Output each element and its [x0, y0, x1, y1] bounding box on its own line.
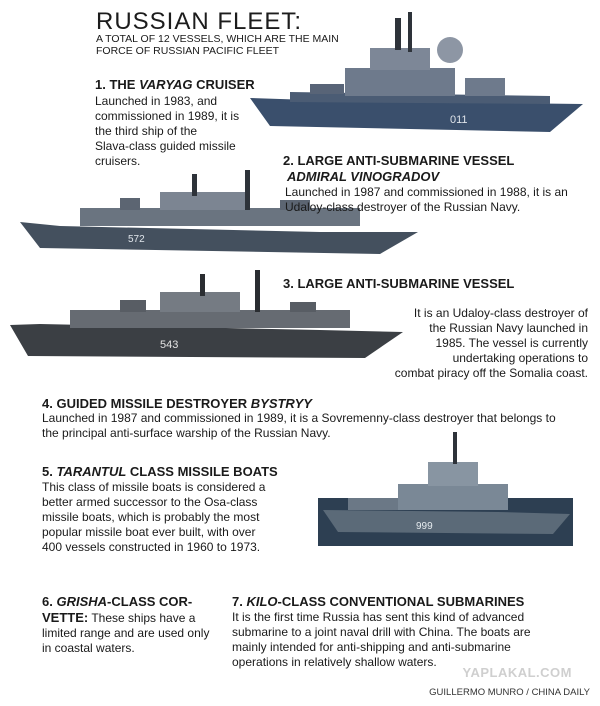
tarantul-missile-boat-image [318, 428, 573, 546]
item-3-body [395, 306, 588, 381]
body-line: submarine to a joint naval drill with China. The boats are [232, 625, 531, 639]
item-number: 6. [42, 594, 57, 609]
item-1-body [95, 94, 239, 169]
item-type: -CLASS COR- [107, 594, 193, 609]
body-line: Slava-class guided missile [95, 139, 236, 153]
image-credit: GUILLERMO MUNRO / CHINA DAILY [429, 687, 590, 698]
body-line: Udaloy-class destroyer of the Russian Navy. [285, 200, 521, 214]
hull-number: 011 [450, 114, 468, 126]
body-line: 1985. The vessel is currently [435, 336, 588, 350]
body-line: Launched in 1987 and commissioned in 1989, it is a Sovremenny-class destroyer that belongs to [42, 411, 556, 425]
item-type: CRUISER [192, 77, 255, 92]
body-line: This class of missile boats is considered a [42, 480, 266, 494]
body-line: 400 vessels constructed in 1960 to 1973. [42, 540, 261, 554]
item-5-heading [42, 464, 278, 480]
body-line: the third ship of the [95, 124, 198, 138]
item-number: 1. THE [95, 77, 140, 92]
item-7-body [232, 610, 531, 670]
item-2-heading: 2. LARGE ANTI-SUBMARINE VESSEL [283, 153, 515, 168]
item-number: 7. [232, 594, 247, 609]
item-5-body [42, 480, 265, 555]
item-3-heading: 3. LARGE ANTI-SUBMARINE VESSEL [283, 276, 515, 291]
body-line: combat piracy off the Somalia coast. [394, 366, 588, 380]
item-2-body [285, 185, 568, 215]
hull-number: 572 [128, 234, 145, 245]
body-line: missile boats, which is probably the most [42, 510, 260, 524]
item-7-heading [232, 594, 524, 610]
body-line: in coastal waters. [42, 641, 135, 655]
item-ship-name: BYSTRYY [250, 396, 312, 411]
item-type: -CLASS CONVENTIONAL SUBMARINES [277, 594, 525, 609]
body-line: mainly intended for anti-shipping and anti-submarine [232, 640, 511, 654]
item-6-body [42, 610, 232, 656]
body-line: commissioned in 1989, it is [95, 109, 240, 123]
varyag-ship-image [250, 8, 585, 138]
body-line: cruisers. [95, 154, 141, 168]
item-ship-name: TARANTUL [56, 464, 127, 479]
hull-number: 999 [416, 521, 433, 532]
item-4-heading [42, 396, 312, 412]
watermark-logo: YAPLAKAL.COM [462, 665, 572, 680]
body-line: Launched in 1983, and [95, 94, 218, 108]
subtitle-line: A TOTAL OF 12 VESSELS, WHICH ARE THE MAIN [96, 33, 339, 45]
item-ship-name: GRISHA [56, 594, 108, 609]
item-type-continued: VETTE: [42, 610, 89, 625]
item-1-heading [95, 77, 255, 93]
body-line: the principal anti-surface warship of the Russian Navy. [42, 426, 331, 440]
item-ship-name: VARYAG [139, 77, 193, 92]
body-line: popular missile boat ever built, with over [42, 525, 256, 539]
item-2-ship-name: ADMIRAL VINOGRADOV [287, 169, 440, 184]
item-6-heading [42, 594, 192, 610]
body-line: Launched in 1987 and commissioned in 1988, it is an [285, 185, 568, 199]
subtitle-line: FORCE OF RUSSIAN PACIFIC FLEET [96, 45, 279, 57]
body-line: the Russian Navy launched in [429, 321, 588, 335]
item-number: 4. GUIDED MISSILE DESTROYER [42, 396, 251, 411]
body-line: operations in relatively shallow waters. [232, 655, 437, 669]
hull-number: 543 [160, 339, 179, 351]
item-ship-name: KILO [246, 594, 278, 609]
body-line: limited range and are used only [42, 626, 210, 640]
item-4-body [42, 411, 556, 441]
page-title: RUSSIAN FLEET: [96, 8, 303, 35]
body-line: better armed successor to the Osa-class [42, 495, 258, 509]
item-type: CLASS MISSILE BOATS [126, 464, 278, 479]
body-first-line: These ships have a [88, 611, 196, 625]
body-line: undertaking operations to [452, 351, 588, 365]
item-number: 5. [42, 464, 57, 479]
body-line: It is an Udaloy-class destroyer of [413, 306, 588, 320]
body-line: It is the first time Russia has sent this kind of advanced [232, 610, 525, 624]
body-line [42, 610, 232, 626]
